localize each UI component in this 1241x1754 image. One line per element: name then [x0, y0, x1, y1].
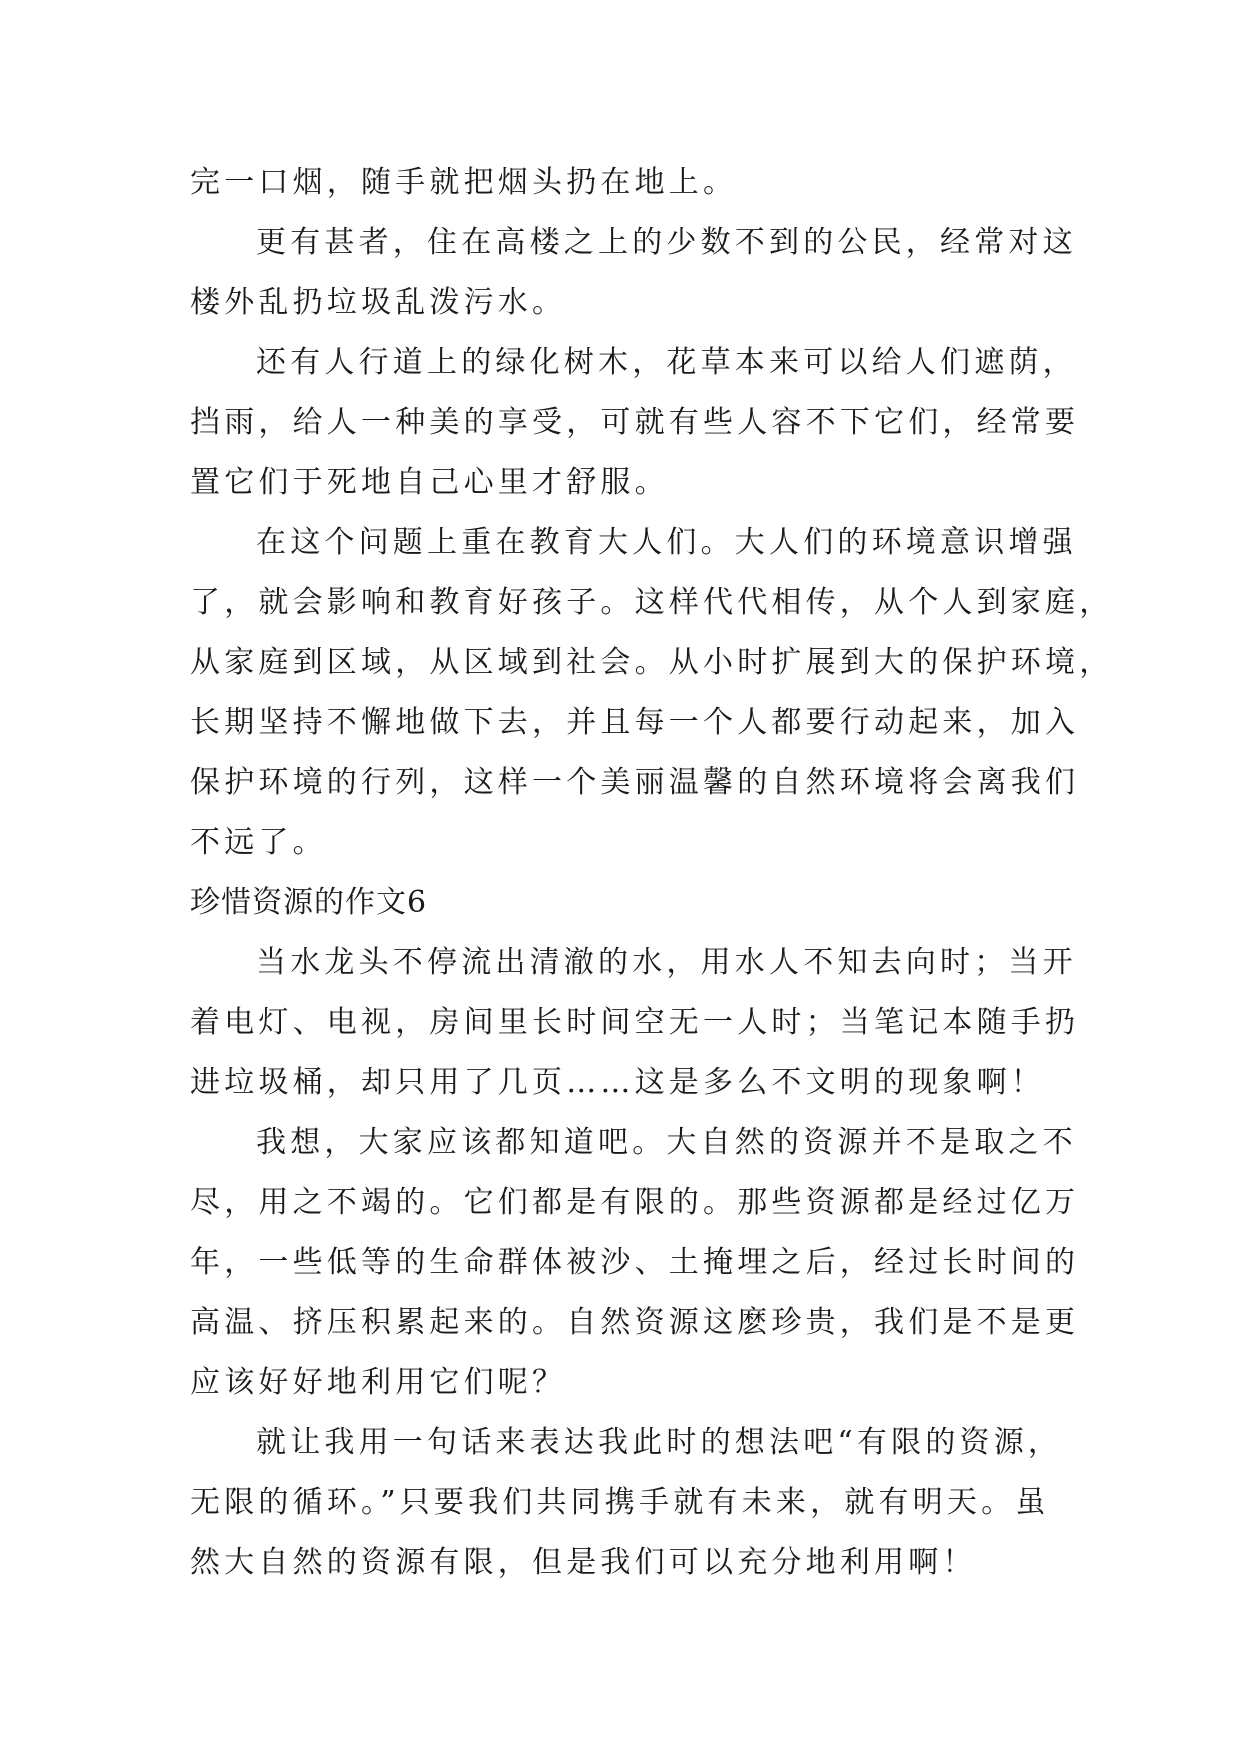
- section-heading: 珍惜资源的作文6: [190, 885, 428, 920]
- text-line: 年，一些低等的生命群体被沙、土掩埋之后，经过长时间的: [190, 1245, 1080, 1280]
- text-line: 完一口烟，随手就把烟头扔在地上。: [190, 165, 738, 200]
- text-line: 然大自然的资源有限，但是我们可以充分地利用啊！: [190, 1545, 977, 1580]
- text-line: 我想，大家应该都知道吧。大自然的资源并不是取之不: [256, 1125, 1077, 1160]
- text-line: 保护环境的行列，这样一个美丽温馨的自然环境将会离我们: [190, 765, 1080, 800]
- text-line: 长期坚持不懈地做下去，并且每一个人都要行动起来，加入: [190, 705, 1080, 740]
- text-line: 应该好好地利用它们呢？: [190, 1365, 567, 1400]
- text-line: 了，就会影响和教育好孩子。这样代代相传，从个人到家庭，: [190, 585, 1114, 620]
- text-line: 还有人行道上的绿化树木，花草本来可以给人们遮荫，: [256, 345, 1077, 380]
- text-line: 在这个问题上重在教育大人们。大人们的环境意识增强: [256, 525, 1077, 560]
- text-line: 从家庭到区域，从区域到社会。从小时扩展到大的保护环境，: [190, 645, 1114, 680]
- text-line: 置它们于死地自己心里才舒服。: [190, 465, 669, 500]
- text-line: 尽，用之不竭的。它们都是有限的。那些资源都是经过亿万: [190, 1185, 1080, 1220]
- text-line: 着电灯、电视，房间里长时间空无一人时；当笔记本随手扔: [190, 1005, 1080, 1040]
- text-line: 楼外乱扔垃圾乱泼污水。: [190, 285, 567, 320]
- text-line: 不远了。: [190, 825, 327, 860]
- text-line: 更有甚者，住在高楼之上的少数不到的公民，经常对这: [256, 225, 1077, 260]
- text-line: 挡雨，给人一种美的享受，可就有些人容不下它们，经常要: [190, 405, 1080, 440]
- text-line: 就让我用一句话来表达我此时的想法吧“有限的资源，: [256, 1425, 1063, 1460]
- text-line: 高温、挤压积累起来的。自然资源这麽珍贵，我们是不是更: [190, 1305, 1080, 1340]
- text-line: 进垃圾桶，却只用了几页……这是多么不文明的现象啊！: [190, 1065, 1045, 1100]
- text-line: 无限的循环。”只要我们共同携手就有未来，就有明天。虽: [190, 1485, 1050, 1520]
- text-line: 当水龙头不停流出清澈的水，用水人不知去向时；当开: [256, 945, 1077, 980]
